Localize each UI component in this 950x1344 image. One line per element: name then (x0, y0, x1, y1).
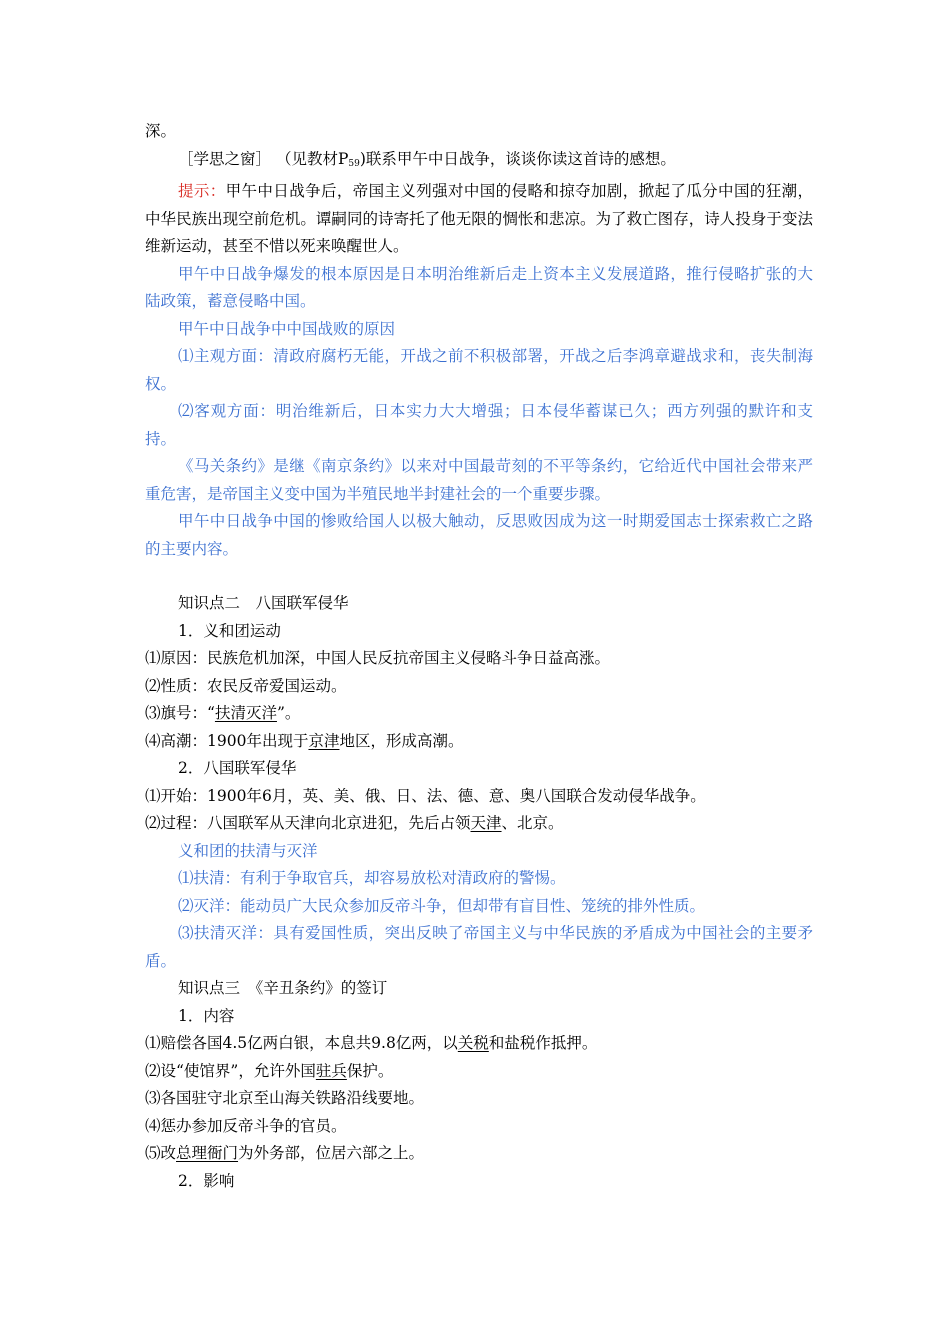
item-text: 、北京。 (501, 814, 564, 832)
note-paragraph: 甲午中日战争中国的惨败给国人以极大触动，反思败因成为这一时期爱国志士探索救亡之路的主要内容。 (145, 512, 813, 558)
xuesi-label: ［学思之窗］ (178, 149, 272, 168)
list-item: ⑴原因：民族危机加深，中国人民反抗帝国主义侵略斗争日益高涨。 (145, 649, 611, 667)
text-line: 深。 (145, 122, 177, 140)
item-text: ⑵过程：八国联军从天津向北京进犯，先后占领 (145, 814, 471, 832)
note-paragraph: ⑵客观方面：明治维新后，日本实力大大增强；日本侵华蓄谋已久；西方列强的默许和支持。 (145, 402, 813, 448)
item-text: ⑷高潮：1900年出现于 (145, 731, 309, 750)
subsection-title: 2．八国联军侵华 (178, 759, 297, 777)
document-body (145, 118, 813, 1195)
list-item: ⑵性质：农民反帝爱国运动。 (145, 676, 347, 695)
tishi-paragraph (145, 178, 813, 261)
underlined-answer: 天津 (470, 814, 502, 832)
item-text: ”。 (276, 704, 301, 722)
note-paragraph: ⑴主观方面：清政府腐朽无能，开战之前不积极部署，开战之后李鸿章避战求和，丧失制海权。 (145, 347, 813, 393)
item-text: 和盐税作抵押。 (488, 1034, 598, 1052)
spacer (145, 563, 813, 590)
list-item: ⑶各国驻守北京至山海关铁路沿线要地。 (145, 1089, 425, 1107)
underlined-answer: 总理衙门 (176, 1144, 239, 1162)
underlined-answer: 关税 (457, 1034, 489, 1052)
note-item: ⑶扶清灭洋：具有爱国性质，突出反映了帝国主义与中华民族的矛盾成为中国社会的主要矛盾。 (145, 924, 813, 970)
note-heading: 义和团的扶清与灭洋 (178, 841, 318, 860)
list-item (145, 1140, 813, 1168)
subsection-title: 2．影响 (178, 1171, 235, 1190)
underlined-answer: 扶清灭洋 (214, 704, 277, 722)
list-item: ⑴开始：1900年6月，英、美、俄、日、法、德、意、奥八国联合发动侵华战争。 (145, 786, 706, 805)
note-heading: 甲午中日战争中中国战败的原因 (178, 319, 396, 338)
list-item (145, 1058, 813, 1086)
xuesi-text-rest: )联系甲午中日战争，谈谈你读这首诗的感想。 (359, 149, 676, 168)
note-paragraph: 《马关条约》是继《南京条约》以来对中国最苛刻的不平等条约，它给近代中国社会带来严重危害，是帝国主义变中国为半殖民地半封建社会的一个重要步骤。 (145, 457, 813, 503)
xuesi-text: （见教材P (275, 149, 349, 168)
item-text: ⑵设“使馆界”，允许外国 (145, 1061, 316, 1080)
xuesi-paragraph (145, 146, 813, 179)
list-item (145, 810, 813, 838)
item-text: ⑸改 (145, 1144, 177, 1162)
item-text: 地区，形成高潮。 (339, 731, 464, 750)
item-text: 为外务部，位居六部之上。 (238, 1144, 425, 1162)
list-item (145, 700, 813, 728)
item-text: 保护。 (346, 1061, 394, 1080)
underlined-answer: 驻兵 (315, 1061, 347, 1080)
list-item: ⑷惩办参加反帝斗争的官员。 (145, 1116, 347, 1135)
item-text: ⑶旗号：“ (145, 704, 215, 722)
section-heading: 知识点三 《辛丑条约》的签订 (178, 979, 388, 997)
tishi-label: 提示： (178, 182, 226, 200)
item-text: ⑴赔偿各国4.5亿两白银，本息共9.8亿两，以 (145, 1034, 458, 1052)
subsection-title: 1．内容 (178, 1006, 235, 1025)
list-item (145, 728, 813, 756)
subsection-title: 1．义和团运动 (178, 621, 281, 640)
note-item: ⑴扶清：有利于争取官兵，却容易放松对清政府的警惕。 (178, 869, 566, 887)
tishi-text: 甲午中日战争后，帝国主义列强对中国的侵略和掠夺加剧，掀起了瓜分中国的狂潮，中华民族出现空前危机。谭嗣同的诗寄托了他无限的惆怅和悲凉。为了救亡图存，诗人投身于变法维新运动，甚至不惜以死来唤醒世人。 (145, 182, 813, 255)
list-item (145, 1030, 813, 1058)
underlined-answer: 京津 (308, 731, 340, 750)
page-subscript: 59 (348, 158, 360, 169)
section-heading: 知识点二 八国联军侵华 (178, 594, 349, 612)
note-item: ⑵灭洋：能动员广大民众参加反帝斗争，但却带有盲目性、笼统的排外性质。 (178, 896, 706, 915)
note-paragraph: 甲午中日战争爆发的根本原因是日本明治维新后走上资本主义发展道路，推行侵略扩张的大陆政策，蓄意侵略中国。 (145, 264, 813, 310)
